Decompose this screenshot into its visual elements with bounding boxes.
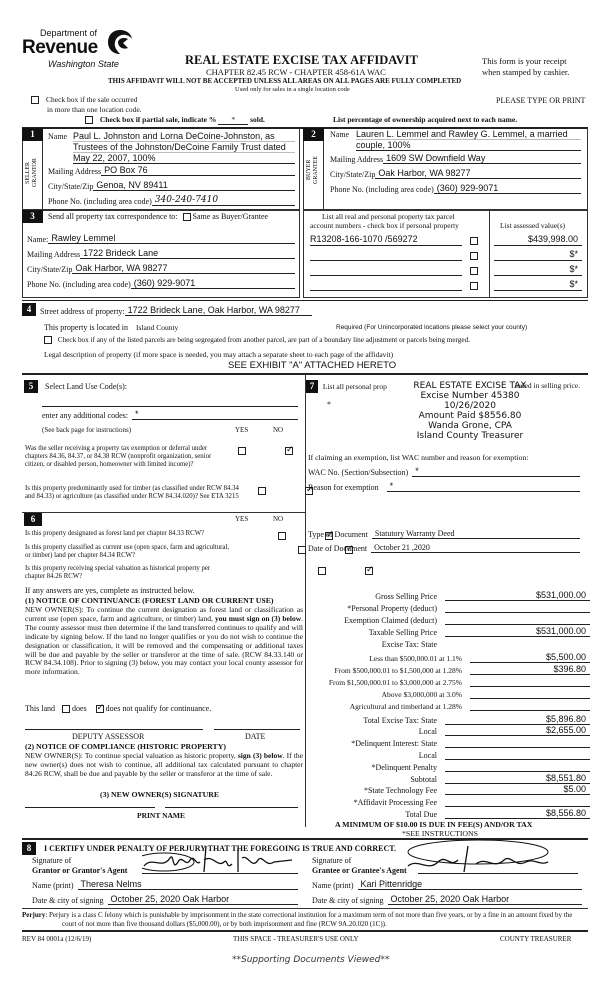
grantor-name-input[interactable]: Theresa Nelms bbox=[78, 879, 298, 890]
total-row bbox=[310, 714, 590, 725]
tier-row bbox=[310, 700, 590, 711]
tier-value[interactable] bbox=[470, 688, 590, 699]
notice-continuance-title: (1) NOTICE OF CONTINUANCE (FOREST LAND OR CURRENT USE) bbox=[25, 596, 274, 605]
calc-label: Taxable Selling Price bbox=[368, 628, 437, 637]
calc-row-personal bbox=[310, 602, 590, 613]
exemption-note: If claiming an exemption, list WAC number and reason for exemption: bbox=[308, 453, 529, 462]
stamp-date: 10/26/2020 bbox=[444, 401, 496, 411]
grantor-sig-label-2: Grantor or Grantor's Agent bbox=[32, 866, 128, 875]
notice-compliance-text-2: . If the new owner(s) does not wish to continue, all additional tax calculated pursuant to chapter 84.26 RCW, shall be due and payable by the seller or transferor at the time of sale. bbox=[25, 751, 303, 778]
partial-sale-checkbox[interactable] bbox=[85, 116, 93, 124]
grantor-name-label: Name (print) bbox=[32, 881, 74, 890]
assessed-value-input[interactable]: $439,998.00 bbox=[494, 234, 582, 246]
delinquent-penalty-value[interactable] bbox=[445, 761, 590, 772]
tier-value[interactable]: $5,500.00 bbox=[470, 652, 590, 663]
section-3-header bbox=[22, 210, 268, 223]
buyer-name-line2[interactable]: couple, 100% bbox=[356, 140, 581, 151]
treasurer-space-note: THIS SPACE - TREASURER'S USE ONLY bbox=[233, 935, 359, 943]
tier-label: From $1,500,000.01 to $3,000,000 at 2.75% bbox=[328, 678, 462, 687]
no-header: NO bbox=[273, 515, 284, 523]
exemption-deduct-input[interactable] bbox=[445, 614, 590, 625]
section-3-number: 3 bbox=[22, 210, 43, 223]
buyer-city-input[interactable]: Oak Harbor, WA 98277 bbox=[375, 168, 581, 179]
divider bbox=[22, 300, 588, 301]
notice-continuance-text: NEW OWNER(S): To continue the current designation as forest land or classification as current use (open space, farm and agriculture, or timber) land, bbox=[25, 605, 303, 623]
corr-name-input[interactable]: Rawley Lemmel bbox=[48, 233, 295, 244]
does-not-qualify-checkbox[interactable] bbox=[96, 705, 104, 713]
date-label: DATE bbox=[245, 732, 266, 741]
buyer-phone-label: Phone No. (including area code) bbox=[330, 185, 434, 194]
section-2-number: 2 bbox=[303, 128, 324, 141]
same-as-buyer-label: Same as Buyer/Grantee bbox=[192, 212, 269, 221]
buyer-name-line1[interactable]: Lauren L. Lemmel and Rawley G. Lemmel, a married bbox=[356, 129, 581, 140]
no-header: NO bbox=[273, 426, 284, 434]
additional-codes-label: enter any additional codes: bbox=[42, 411, 128, 420]
total-label: Subtotal bbox=[410, 775, 437, 784]
divider bbox=[22, 930, 588, 932]
land-use-select[interactable] bbox=[42, 396, 298, 407]
total-label: Local bbox=[418, 751, 437, 760]
corr-name-row bbox=[27, 233, 295, 244]
calc-label: Exemption Claimed (deduct) bbox=[344, 616, 437, 625]
treasurer-stamp bbox=[400, 381, 540, 441]
new-owner-signature-label: (3) NEW OWNER(S) SIGNATURE bbox=[100, 790, 220, 799]
tier-label: From $500,000.01 to $1,500,000 at 1.28% bbox=[334, 666, 462, 675]
tier-value[interactable]: $396.80 bbox=[470, 664, 590, 675]
q6-2-yes-checkbox[interactable] bbox=[298, 546, 306, 554]
tier-label: Less than $500,000.01 at 1.1% bbox=[369, 654, 462, 663]
if-yes-note: If any answers are yes, complete as instructed below. bbox=[25, 586, 195, 595]
stamp-treasurer-title: Island County Treasurer bbox=[416, 431, 524, 441]
doc-date-row bbox=[308, 543, 580, 553]
grantee-date-row bbox=[312, 894, 582, 905]
multi-location-label: Check box if the sale occurred bbox=[46, 95, 138, 104]
see-instructions-note: *SEE INSTRUCTIONS bbox=[402, 829, 479, 838]
notice-continuance-bold: you must sign on (3) below bbox=[214, 613, 302, 623]
total-excise-local-value[interactable]: $2,655.00 bbox=[445, 725, 590, 736]
parcel-account-input[interactable] bbox=[310, 249, 462, 261]
stamp-treasurer-name: Wanda Grone, CPA bbox=[428, 421, 512, 431]
corr-phone-label: Phone No. (including area code) bbox=[27, 280, 131, 289]
partial-sale-row bbox=[85, 115, 265, 125]
land-use-label: Select Land Use Code(s): bbox=[45, 382, 127, 391]
grantor-sig-label-1: Signature of bbox=[32, 856, 72, 865]
corr-mailing-row bbox=[27, 248, 295, 259]
buyer-mailing-input[interactable]: 1609 SW Downfield Way bbox=[383, 153, 581, 164]
total-label: *State Technology Fee bbox=[363, 786, 437, 795]
personal-property-label-suffix: luded in selling price. bbox=[515, 381, 580, 390]
seller-phone-label: Phone No. (including area code) bbox=[48, 197, 152, 206]
logo-line1: Department of bbox=[40, 28, 98, 38]
located-in-row bbox=[44, 323, 178, 332]
assessor-date-line[interactable] bbox=[214, 722, 300, 730]
seller-phone-input[interactable]: 340-240-7410 bbox=[152, 195, 295, 206]
segregated-checkbox[interactable] bbox=[44, 336, 52, 344]
continuance-row bbox=[25, 704, 211, 713]
total-label: Total Excise Tax: State bbox=[363, 716, 437, 725]
personal-property-checkbox[interactable] bbox=[470, 267, 478, 275]
exemption-reason-row bbox=[308, 481, 580, 492]
perjury-label: Perjury bbox=[22, 911, 46, 919]
dor-swirl-logo-icon bbox=[106, 28, 134, 56]
notice-compliance-bold: sign (3) below bbox=[237, 751, 283, 760]
parcel-row bbox=[310, 234, 584, 246]
tier-row bbox=[310, 652, 590, 663]
q5-1-no-checkbox[interactable] bbox=[285, 447, 293, 455]
assessed-value-header: List assessed value(s) bbox=[500, 221, 565, 230]
new-owner-signature-line[interactable] bbox=[25, 800, 155, 808]
send-correspondence-label: Send all property tax correspondence to: bbox=[48, 212, 178, 221]
personal-property-checkbox[interactable] bbox=[470, 252, 478, 260]
grantee-name-label: Name (print) bbox=[312, 881, 354, 890]
q-historical-property: Is this property receiving special valuation as historical property per chapter 84.26 RCW? bbox=[25, 565, 211, 580]
subtotal-value[interactable]: $8,551.80 bbox=[445, 773, 590, 784]
q5-2-yes-checkbox[interactable] bbox=[258, 487, 266, 495]
notice-compliance-text: NEW OWNER(S): To continue special valuation as historic property, bbox=[25, 751, 238, 760]
buyer-grantee-label: BUYER GRANTEE bbox=[306, 156, 319, 184]
total-label: Local bbox=[418, 727, 437, 736]
section-5-number: 5 bbox=[24, 380, 38, 393]
county-treasurer-label: COUNTY TREASURER bbox=[500, 935, 572, 943]
notice-continuance-body bbox=[25, 606, 303, 677]
notice-compliance-title: (2) NOTICE OF COMPLIANCE (HISTORIC PROPERTY) bbox=[25, 742, 226, 751]
seller-name-line3[interactable]: May 22, 2007, 100% bbox=[73, 153, 295, 164]
parcel-header-2: account numbers - check box if personal property bbox=[310, 221, 459, 230]
q-forest-land: Is this property designated as forest land per chapter 84.33 RCW? bbox=[25, 530, 205, 537]
corr-city-label: City/State/Zip bbox=[27, 265, 73, 274]
exemption-reason-input[interactable]: * bbox=[387, 481, 580, 492]
buyer-phone-row bbox=[330, 183, 581, 194]
segregated-row bbox=[44, 336, 470, 344]
grantor-date-row bbox=[32, 894, 298, 905]
seller-phone-row bbox=[48, 195, 295, 206]
doc-date-label: Date of Document bbox=[308, 544, 368, 553]
parcel-account-input[interactable]: R13208-166-1070 /569272 bbox=[310, 234, 462, 246]
total-excise-state-value[interactable]: $5,896.80 bbox=[445, 714, 590, 725]
buyer-phone-input[interactable]: (360) 929-9071 bbox=[434, 183, 581, 194]
calc-row-taxable bbox=[310, 626, 590, 637]
total-label: *Delinquent Penalty bbox=[371, 763, 437, 772]
seller-name-line1[interactable]: Paul L. Johnston and Lorna DeCoine-Johnston, as bbox=[73, 131, 295, 142]
tier-row bbox=[310, 676, 590, 687]
personal-property-checkbox[interactable] bbox=[470, 282, 478, 290]
corr-mailing-input[interactable]: 1722 Brideck Lane bbox=[80, 248, 295, 259]
calc-row-gross bbox=[310, 590, 590, 601]
tier-row bbox=[310, 664, 590, 675]
grantee-signature-field[interactable] bbox=[418, 852, 578, 874]
tier-value[interactable] bbox=[470, 676, 590, 687]
form-note: Used only for sales in a single location code bbox=[235, 86, 350, 93]
tier-label: Above $3,000,000 at 3.0% bbox=[381, 690, 462, 699]
total-row bbox=[310, 796, 590, 807]
buyer-city-row bbox=[330, 168, 581, 179]
corr-phone-row bbox=[27, 278, 295, 289]
state-technology-fee-value[interactable]: $5.00 bbox=[445, 784, 590, 795]
grantee-name-input[interactable]: Kari Pittenridge bbox=[358, 879, 582, 890]
section-4-number: 4 bbox=[22, 303, 36, 316]
segregated-label: Check box if any of the listed parcels are being segregated from another parcel, are part of a boundary line adjustment or parcels being merged. bbox=[57, 336, 470, 344]
minimum-due-note: A MINIMUM OF $10.00 IS DUE IN FEE(S) AND/OR TAX bbox=[335, 820, 533, 829]
logo-line3: Washington State bbox=[48, 59, 119, 69]
does-not-label: does not qualify for continuance. bbox=[105, 704, 212, 713]
multi-location-row bbox=[31, 95, 137, 104]
gross-selling-price-input[interactable]: $531,000.00 bbox=[445, 590, 590, 601]
doc-type-label: Type of Document bbox=[308, 530, 368, 539]
calc-label: Gross Selling Price bbox=[375, 592, 437, 601]
total-row bbox=[310, 737, 590, 748]
total-row bbox=[310, 784, 590, 795]
form-title: REAL ESTATE EXCISE TAX AFFIDAVIT bbox=[185, 53, 418, 67]
see-back-page: (See back page for instructions) bbox=[42, 426, 132, 434]
please-type-note: PLEASE TYPE OR PRINT bbox=[496, 96, 586, 105]
divider bbox=[22, 908, 588, 909]
multi-location-checkbox[interactable] bbox=[31, 96, 39, 104]
buyer-name-label: Name bbox=[330, 130, 350, 139]
seller-name-line2[interactable]: Trustees of the Johnston/DeCoine Family Trust dated bbox=[73, 142, 295, 153]
additional-codes-row bbox=[42, 409, 298, 420]
new-owner-print-line[interactable] bbox=[165, 800, 298, 808]
seller-grantor-label: SELLER GRANTOR bbox=[25, 158, 38, 188]
grantee-sig-label-2: Grantee or Grantee's Agent bbox=[312, 866, 407, 875]
county-select[interactable]: Island County bbox=[135, 323, 179, 332]
total-label: Total Due bbox=[405, 810, 437, 819]
wac-label: WAC No. (Section/Subsection) bbox=[308, 468, 409, 477]
seller-city-row bbox=[48, 180, 295, 191]
grantor-signature-scribble bbox=[142, 844, 298, 874]
grantor-signature-field[interactable] bbox=[142, 852, 298, 874]
logo-line2: Revenue bbox=[22, 37, 98, 58]
section-1-sidebar bbox=[22, 128, 43, 210]
q6-1-yes-checkbox[interactable] bbox=[278, 532, 286, 540]
partial-sale-label: Check box if partial sale, indicate % bbox=[99, 115, 217, 124]
corr-phone-input[interactable]: (360) 929-9071 bbox=[131, 278, 295, 289]
same-as-buyer-checkbox[interactable] bbox=[183, 213, 191, 221]
q5-1-yes-checkbox[interactable] bbox=[238, 447, 246, 455]
assessed-value-input[interactable]: $* bbox=[494, 264, 582, 276]
form-subtitle: CHAPTER 82.45 RCW - CHAPTER 458-61A WAC bbox=[206, 67, 386, 77]
grantor-name-row bbox=[32, 879, 298, 890]
ownership-note: List percentage of ownership acquired next to each name. bbox=[333, 115, 518, 124]
partial-sale-input[interactable]: * bbox=[218, 115, 248, 125]
delinquent-interest-state-value[interactable] bbox=[445, 737, 590, 748]
corr-city-row bbox=[27, 263, 295, 274]
section-8-number: 8 bbox=[22, 842, 36, 855]
wac-input[interactable]: * bbox=[412, 466, 580, 477]
assessed-value-input[interactable]: $* bbox=[494, 279, 582, 291]
total-row bbox=[310, 749, 590, 760]
doc-type-row bbox=[308, 529, 580, 539]
seller-city-label: City/State/Zip bbox=[48, 182, 94, 191]
section-2-sidebar bbox=[303, 128, 324, 210]
q6-3-yes-checkbox[interactable] bbox=[318, 567, 326, 575]
q-timber-agriculture: Is this property predominantly used for timber (as classified under RCW 84.34 and 84.33) or agriculture (as classified under RCW 84.34.020)? See ETA 3215 bbox=[25, 485, 239, 500]
q-current-use: Is this property classified as current use (open space, farm and agricultural, or timber) land per chapter 84.34 RCW? bbox=[25, 544, 230, 559]
parcel-row bbox=[310, 264, 584, 276]
section-1-number: 1 bbox=[22, 128, 43, 141]
buyer-city-label: City/State/Zip bbox=[330, 170, 376, 179]
tier-label: Agricultural and timberland at 1.28% bbox=[349, 702, 462, 711]
notice-compliance-body bbox=[25, 752, 303, 779]
total-label: *Delinquent Interest: State bbox=[351, 739, 437, 748]
assessed-value-input[interactable]: $* bbox=[494, 249, 582, 261]
seller-name-label: Name bbox=[48, 132, 68, 141]
parcel-header-1: List all real and personal property tax parcel bbox=[322, 212, 455, 221]
legal-description-value[interactable]: SEE EXHIBIT "A" ATTACHED HERETO bbox=[228, 360, 397, 371]
divider bbox=[22, 512, 305, 513]
calc-row-exemption bbox=[310, 614, 590, 625]
partial-sale-suffix: sold. bbox=[250, 115, 265, 124]
total-due-value[interactable]: $8,556.80 bbox=[445, 808, 590, 819]
perjury-text: : Perjury is a class C felony which is punishable by imprisonment in the state correctional institution for a maximum term of not more than five years, or by a fine in an amount fixed by the court of not more than five thousand dollars ($5,000.00), or by both imprisonment and fine (RCW 9A.20.020 (1C)). bbox=[45, 911, 573, 928]
street-address-label: Street address of property: bbox=[40, 307, 125, 316]
personal-property-checkbox[interactable] bbox=[470, 237, 478, 245]
yes-header: YES bbox=[235, 515, 249, 523]
exemption-reason-label: Reason for exemption bbox=[308, 483, 379, 492]
grantee-date-input[interactable]: October 25, 2020 Oak Harbor bbox=[388, 894, 582, 905]
form-id: REV 84 0001a (12/6/19) bbox=[22, 935, 92, 943]
certify-statement: I CERTIFY UNDER PENALTY OF PERJURY THAT THE FOREGOING IS TRUE AND CORRECT. bbox=[44, 844, 397, 853]
stamp-excise-number: Excise Number 45380 bbox=[420, 391, 520, 401]
personal-property-label: List all personal prop bbox=[322, 382, 387, 391]
deputy-assessor-label: DEPUTY ASSESSOR bbox=[72, 732, 145, 741]
grantee-sig-label-1: Signature of bbox=[312, 856, 352, 865]
receipt-note-2: when stamped by cashier. bbox=[482, 67, 570, 77]
supporting-documents-note: **Supporting Documents Viewed** bbox=[232, 955, 390, 965]
county-required-note: Required (For Unincorporated locations please select your county) bbox=[336, 324, 528, 331]
does-label: does bbox=[72, 704, 87, 713]
notice-continuance-text-2: . The county assessor must then determine if the land transferred continues to qualify and will indicate by signing below. If the land no longer qualifies or you do not wish to continue the designation or classification, it will be removed and the compensating or additional taxes will be due and payable by the seller or transferor at the time of sale. (RCW 84.33.140 or RCW 84.34.108). Prior to signing (3) below, you may contact your local county assessor for more information. bbox=[25, 613, 303, 677]
parcel-row bbox=[310, 279, 584, 291]
personal-property-deduct-input[interactable] bbox=[445, 602, 590, 613]
section-6-number: 6 bbox=[24, 513, 42, 526]
personal-property-row bbox=[306, 380, 387, 393]
stamp-line1: REAL ESTATE EXCISE TAX bbox=[413, 381, 527, 391]
form-warning: THIS AFFIDAVIT WILL NOT BE ACCEPTED UNLESS ALL AREAS ON ALL PAGES ARE FULLY COMPLETED bbox=[108, 77, 462, 85]
calc-label: *Personal Property (deduct) bbox=[347, 604, 437, 613]
section-7-number: 7 bbox=[306, 380, 318, 393]
seller-mailing-label: Mailing Address bbox=[48, 167, 102, 176]
grantee-date-label: Date & city of signing bbox=[312, 896, 384, 905]
parcel-account-input[interactable] bbox=[310, 264, 462, 276]
corr-city-input[interactable]: Oak Harbor, WA 98277 bbox=[72, 263, 295, 274]
seller-mailing-input[interactable]: PO Box 76 bbox=[101, 165, 295, 176]
taxable-selling-price-input[interactable]: $531,000.00 bbox=[445, 626, 590, 637]
seller-city-input[interactable]: Genoa, NV 89411 bbox=[93, 180, 295, 191]
seller-mailing-row bbox=[48, 165, 295, 176]
doc-date-input[interactable]: October 21 ,2020 bbox=[371, 543, 580, 553]
grantor-date-input[interactable]: October 25, 2020 Oak Harbor bbox=[108, 894, 298, 905]
corr-name-label: Name: bbox=[27, 235, 49, 244]
q-exemption-deferral: Was the seller receiving a property tax exemption or deferral under chapters 84.36, 84.37, or 84.38 RCW (nonprofit organization, senior citizen, or disabled person, homeowner with limited income)? bbox=[25, 445, 212, 468]
street-address-row bbox=[22, 303, 312, 316]
total-row bbox=[310, 773, 590, 784]
grantee-signature-scribble bbox=[398, 838, 568, 878]
personal-property-input[interactable]: * bbox=[327, 400, 331, 409]
located-in-label: This property is located in bbox=[44, 323, 128, 332]
corr-mailing-label: Mailing Address bbox=[27, 250, 81, 259]
buyer-mailing-label: Mailing Address bbox=[330, 155, 384, 164]
buyer-mailing-row bbox=[330, 153, 581, 164]
yes-header: YES bbox=[235, 426, 249, 434]
legal-description-label: Legal description of property (if more space is needed, you may attach a separate sheet to each page of the affidavit) bbox=[44, 350, 394, 359]
q6-3-no-checkbox[interactable] bbox=[365, 567, 373, 575]
total-row bbox=[310, 725, 590, 736]
total-row bbox=[310, 808, 590, 819]
multi-location-label-2: in more than one location code. bbox=[47, 105, 142, 114]
total-label: *Affidavit Processing Fee bbox=[353, 798, 437, 807]
delinquent-interest-local-value[interactable] bbox=[445, 749, 590, 760]
dor-logo bbox=[22, 28, 132, 72]
tier-value[interactable] bbox=[470, 700, 590, 711]
perjury-notice bbox=[22, 911, 588, 928]
section-5-header bbox=[24, 380, 127, 393]
additional-codes-input[interactable]: * bbox=[132, 409, 298, 420]
this-land-label: This land bbox=[25, 704, 55, 713]
deputy-assessor-signature-line[interactable] bbox=[25, 722, 203, 730]
does-qualify-checkbox[interactable] bbox=[62, 705, 70, 713]
column-divider bbox=[305, 375, 306, 827]
affidavit-processing-fee-value[interactable] bbox=[445, 796, 590, 807]
stamp-amount-paid: Amount Paid $8556.80 bbox=[418, 411, 522, 421]
parcel-account-input[interactable] bbox=[310, 279, 462, 291]
parcel-row bbox=[310, 249, 584, 261]
grantee-name-row bbox=[312, 879, 582, 890]
tier-row bbox=[310, 688, 590, 699]
wac-row bbox=[308, 466, 580, 477]
calc-row-excise-state bbox=[310, 638, 590, 649]
total-row bbox=[310, 761, 590, 772]
calc-label: Excise Tax: State bbox=[381, 640, 437, 649]
doc-type-input[interactable]: Statutory Warranty Deed bbox=[372, 529, 580, 539]
grantor-date-label: Date & city of signing bbox=[32, 896, 104, 905]
street-address-input[interactable]: 1722 Brideck Lane, Oak Harbor, WA 98277 bbox=[125, 305, 312, 316]
print-name-label: PRINT NAME bbox=[137, 811, 185, 820]
receipt-note-1: This form is your receipt bbox=[482, 56, 567, 66]
